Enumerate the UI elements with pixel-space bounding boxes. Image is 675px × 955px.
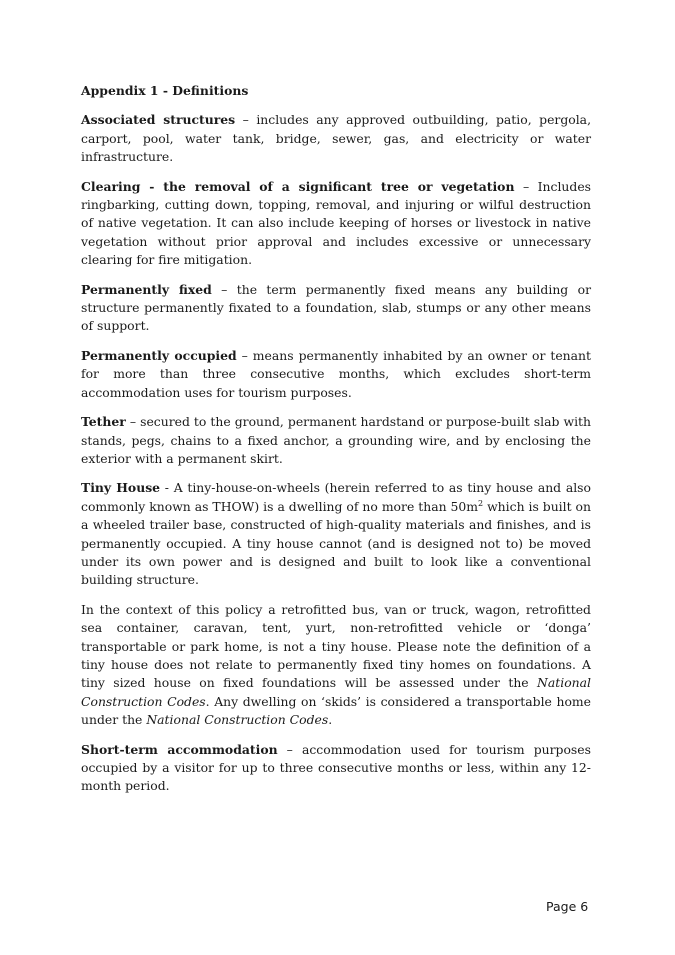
definition-permanently-fixed [81, 281, 591, 336]
definition-clearing [81, 178, 591, 270]
context-paragraph [81, 601, 591, 730]
definition-text: which is built on a wheeled trailer base, constructed of high-quality materials and finishes, and is permanently occupied. A tiny house cannot (and is designed not to) be moved under its own power and is designed and built to look like a conventional building structure. [81, 498, 591, 588]
definition-term: Short-term accommodation [81, 741, 278, 757]
definition-permanently-occupied [81, 347, 591, 402]
italic-reference: National Construction Codes [146, 712, 329, 728]
italic-reference: National Construction Codes [81, 675, 591, 709]
definition-term: Permanently fixed [81, 281, 212, 297]
paragraph-text: In the context of this policy a retrofitted bus, van or truck, wagon, retrofitted sea container, caravan, tent, yurt, non-retrofitted vehicle or ‘donga’ transportable or park home, is not a tiny house. Please note the definition of a tiny house does not relate to permanently fixed tiny homes on foundations. A tiny sized house on fixed foundations will be assessed under the [81, 601, 591, 691]
definition-text: – secured to the ground, permanent hardstand or purpose-built slab with stands, pegs, chains to a fixed anchor, a grounding wire, and by enclosing the exterior with a permanent skirt. [81, 414, 591, 466]
superscript: 2 [478, 498, 484, 508]
paragraph-text: . Any dwelling on ‘skids’ is considered a transportable home under the [81, 693, 591, 728]
definition-text: - A tiny-house-on-wheels (herein referred to as tiny house and also commonly known as THOW) is a dwelling of no more than 50m [81, 480, 591, 514]
definition-text: – includes any approved outbuilding, patio, pergola, carport, pool, water tank, bridge, sewer, gas, and electricity or water infrastructure. [81, 112, 592, 165]
definition-text: – the term permanently fixed means any building or structure permanently fixated to a foundation, slab, stumps or any other means of support. [81, 281, 592, 334]
definition-term: Tiny House [81, 480, 161, 496]
paragraph-text: . [328, 712, 333, 728]
definition-text: – Includes ringbarking, cutting down, topping, removal, and injuring or wilful destruction of native vegetation. It can also include keeping of horses or livestock in native vegetation without prior approval and includes excessive or unnecessary clearing for fire mitigation. [81, 178, 592, 268]
definition-associated-structures [81, 111, 591, 166]
definition-tiny-house [81, 479, 591, 589]
definition-text: – accommodation used for tourism purposes occupied by a visitor for up to three consecutive months or less, within any 12-month period. [81, 741, 591, 794]
definition-term: Tether [81, 414, 126, 430]
definition-term: Associated structures [81, 112, 236, 128]
definition-term: Permanently occupied [81, 347, 237, 363]
page-number: Page 6 [546, 899, 589, 914]
definition-short-term-accommodation [81, 741, 591, 796]
definition-text: – means permanently inhabited by an owner or tenant for more than three consecutive months, which excludes short-term accommodation uses for tourism purposes. [81, 347, 591, 400]
document-content [81, 82, 591, 807]
appendix-heading: Appendix 1 - Definitions [81, 83, 249, 98]
definition-tether [81, 413, 591, 468]
definition-term: Clearing - the removal of a significant tree or vegetation [81, 178, 515, 194]
